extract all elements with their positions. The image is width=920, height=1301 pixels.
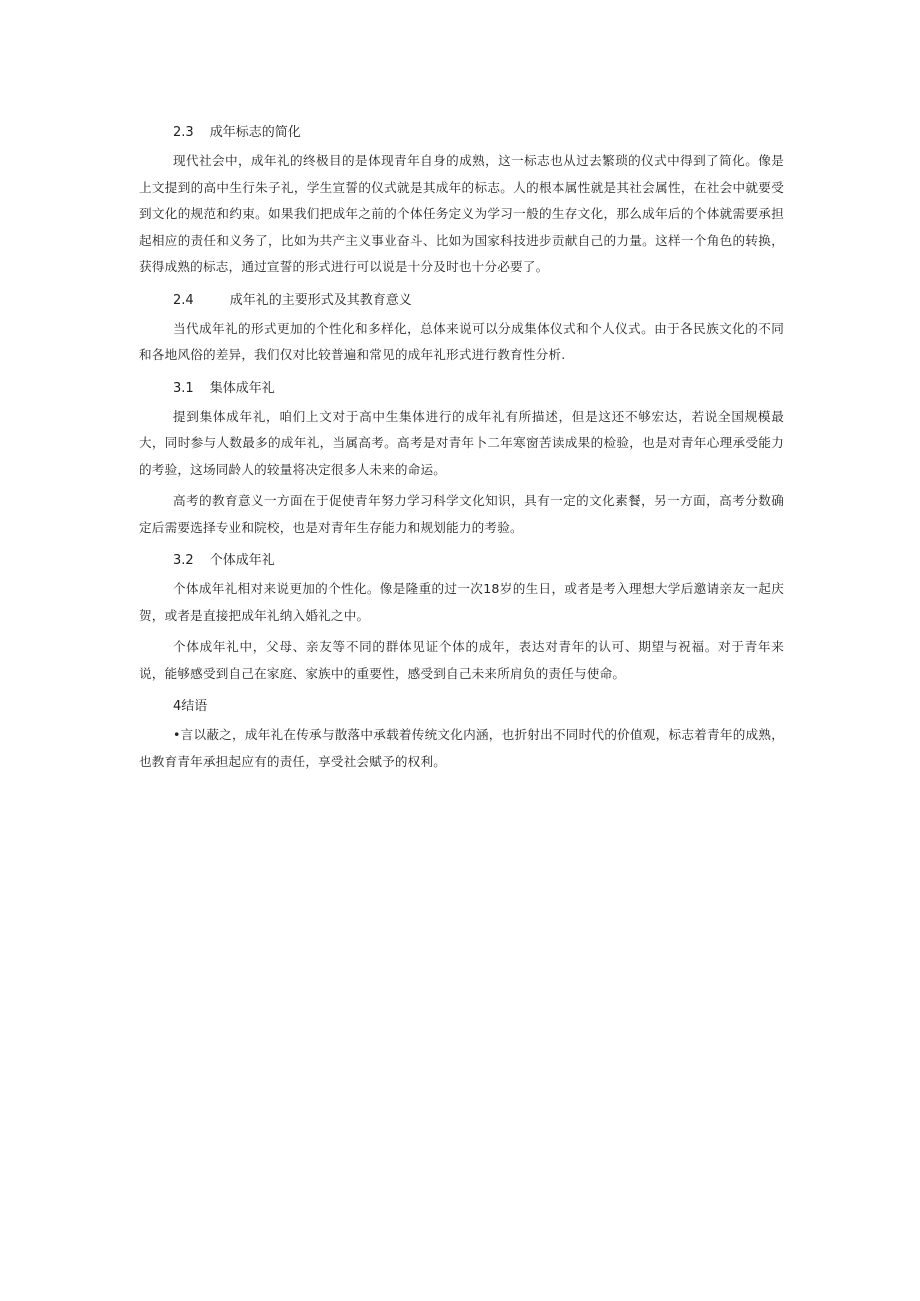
section-number: 3.2 <box>173 553 194 568</box>
body-paragraph: 个体成年礼中，父母、亲友等不同的群体见证个体的成年，表达对青年的认可、期望与祝福。对于青年来说，能够感受到自己在家庭、家族中的重要性，感受到自己未来所肩负的责任与使命。 <box>139 639 784 681</box>
body-paragraph: 提到集体成年礼，咱们上文对于高中生集体进行的成年礼有所描述，但是这还不够宏达，若说全国规模最大，同时参与人数最多的成年礼，当属高考。高考是对青年卜二年寒窗苦读成果的检验，也是对青年心理承受能力的考验，这场同龄人的较量将决定很多人未来的命运。 <box>139 408 784 477</box>
section-heading <box>139 546 784 576</box>
section-title: 个体成年礼 <box>209 553 275 568</box>
body-paragraph: 现代社会中，成年礼的终极目的是体现青年自身的成熟，这一标志也从过去繁琐的仪式中得到了简化。像是上文提到的高中生行朱子礼，学生宣誓的仪式就是其成年的标志。人的根本属性就是其社会属性，在社会中就要受到文化的规范和约束。如果我们把成年之前的个体任务定义为学习一般的生存文化，那么成年后的个体就需要承担起相应的责任和义务了，比如为共产主义事业奋斗、比如为国家科技进步贡献自己的力量。这样一个角色的转换，获得成熟的标志，通过宣誓的形式进行可以说是十分及时也十分必要了。 <box>139 153 784 274</box>
section-title: 成年礼的主要形式及其教育意义 <box>229 292 412 308</box>
section-number: 3.1 <box>173 380 194 396</box>
section-number: 2.3 <box>173 125 194 140</box>
document-page <box>139 118 784 780</box>
section-title: 集体成年礼 <box>209 380 275 396</box>
section-heading <box>139 374 784 404</box>
section-number: 4 <box>173 699 182 714</box>
section-heading <box>139 286 784 316</box>
body-paragraph: 高考的教育意义一方面在于促使青年努力学习科学文化知识，具有一定的文化素餐，另一方面，高考分数确定后需要选择专业和院校，也是对青年生存能力和规划能力的考验。 <box>139 493 784 535</box>
section-number: 2.4 <box>173 292 194 308</box>
section-heading <box>139 692 784 722</box>
section-title: 结语 <box>181 699 208 714</box>
section-heading <box>139 118 784 148</box>
body-paragraph: •言以蔽之，成年礼在传承与散落中承载着传统文化内涵，也折射出不同时代的价值观，标志着青年的成熟，也教育青年承担起应有的责任，享受社会赋予的权利。 <box>139 727 784 769</box>
body-paragraph: 当代成年礼的形式更加的个性化和多样化，总体来说可以分成集体仪式和个人仪式。由于各民族文化的不同和各地风俗的差异，我们仅对比较普遍和常见的成年礼形式进行教育性分析. <box>139 320 784 362</box>
body-paragraph: 个体成年礼相对来说更加的个性化。像是隆重的过一次18岁的生日，或者是考入理想大学后邀请亲友一起庆贺，或者是直接把成年礼纳入婚礼之中。 <box>139 581 784 623</box>
section-title: 成年标志的简化 <box>209 125 301 140</box>
